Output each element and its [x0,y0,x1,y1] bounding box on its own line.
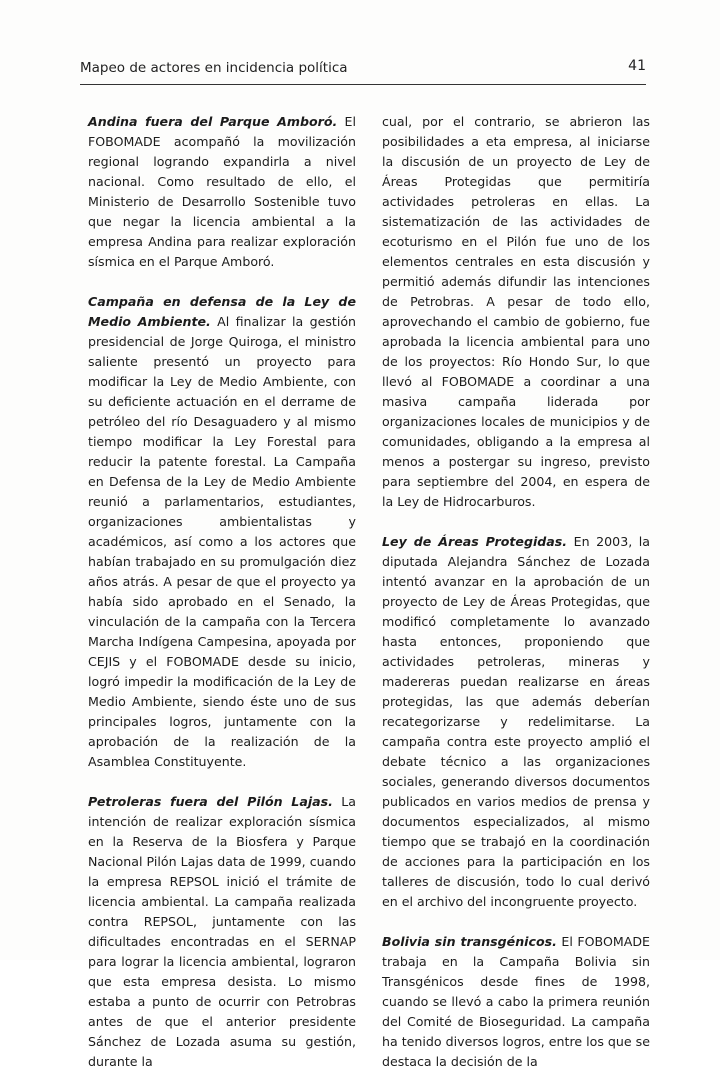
paragraph-medio-ambiente [88,292,356,772]
page-number: 41 [628,58,646,74]
paragraph-andina [88,112,356,272]
paragraph-heading: Campaña en defensa de la Ley de Medio Ambiente. [88,294,356,329]
paragraph-continuation [382,112,650,512]
paragraph-text: El FOBOMADE trabaja en la Campaña Bolivia sin Transgénicos desde fines de 1998, cuando se llevó a cabo la primera reunión del Comité de Bioseguridad. La campaña ha tenido diversos logros, entre los que se destaca la decisión de la [382,934,650,1069]
paragraph-heading: Petroleras fuera del Pilón Lajas. [88,794,333,809]
paragraph-text: El FOBOMADE acompañó la movilización regional logrando expandirla a nivel nacional. Como resultado de ello, el Ministerio de Desarrollo Sostenible tuvo que negar la licencia ambiental a la empresa Andina para realizar exploración sísmica en el Parque Amboró. [88,114,357,269]
paragraph-areas-protegidas [382,532,650,912]
paragraph-text: La intención de realizar exploración sísmica en la Reserva de la Biosfera y Parque Nacional Pilón Lajas data de 1999, cuando la empresa REPSOL inició el trámite de licencia ambiental. La campaña realizada contra REPSOL, juntamente con las dificultades encontradas en el SERNAP para lograr la licencia ambiental, lograron que esta empresa desista. Lo mismo estaba a punto de ocurrir con Petrobras antes de que el anterior presidente Sánchez de Lozada asuma su gestión, durante la [88,794,356,1069]
paragraph-text: cual, por el contrario, se abrieron las posibilidades a eta empresa, al iniciarse la discusión de un proyecto de Ley de Áreas Protegidas que permitiría actividades petroleras en ellas. La sistematización de las actividades de ecoturismo en el Pilón fue uno de los elementos centrales en esta discusión y permitió además difundir las intenciones de Petrobras. A pesar de todo ello, aprovechando el cambio de gobierno, fue aprobada la licencia ambiental para uno de los proyectos: Río Hondo Sur, lo que llevó al FOBOMADE a coordinar a una masiva campaña liderada por organizaciones locales de municipios y de comunidades, obligando a la empresa al menos a postergar su ingreso, previsto para septiembre del 2004, en espera de la Ley de Hidrocarburos. [382,114,650,509]
running-title: Mapeo de actores en incidencia política [80,60,348,76]
paragraph-heading: Bolivia sin transgénicos. [382,934,557,949]
paragraph-text: Al finalizar la gestión presidencial de Jorge Quiroga, el ministro saliente presentó un proyecto para modificar la Ley de Medio Ambiente, con su deficiente actuación en el derrame de petróleo del río Desaguadero y al mismo tiempo modificar la Ley Forestal para reducir la patente forestal. La Campaña en Defensa de la Ley de Medio Ambiente reunió a parlamentarios, estudiantes, organizaciones ambientalistas y académicos, así como a los actores que habían trabajado en su promulgación diez años atrás. A pesar de que el proyecto ya había sido aprobado en el Senado, la vinculación de la campaña con la Tercera Marcha Indígena Campesina, apoyada por CEJIS y el FOBOMADE desde su inicio, logró impedir la modificación de la Ley de Medio Ambiente, siendo éste uno de sus principales logros, juntamente con la aprobación de la realización de la Asamblea Constituyente. [88,314,357,769]
paragraph-heading: Andina fuera del Parque Amboró. [88,114,338,129]
header-rule [80,84,646,85]
paragraph-pilon-lajas [88,792,356,1072]
right-column [382,112,650,1092]
paragraph-heading: Ley de Áreas Protegidas. [382,534,568,549]
left-column [88,112,356,1092]
paragraph-transgenicos [382,932,650,1072]
paragraph-text: En 2003, la diputada Alejandra Sánchez de Lozada intentó avanzar en la aprobación de un proyecto de Ley de Áreas Protegidas, que modificó completamente lo avanzado hasta entonces, proponiendo que actividades petroleras, mineras y madereras puedan realizarse en áreas protegidas, las que además deberían recategorizarse y redelimitarse. La campaña contra este proyecto amplió el debate técnico a las organizaciones sociales, generando diversos documentos publicados en varios medios de prensa y documentos especializados, al mismo tiempo que se trabajó en la coordinación de acciones para la participación en los talleres de discusión, todo lo cual derivó en el archivo del incongruente proyecto. [382,534,650,909]
page-header [80,58,646,84]
